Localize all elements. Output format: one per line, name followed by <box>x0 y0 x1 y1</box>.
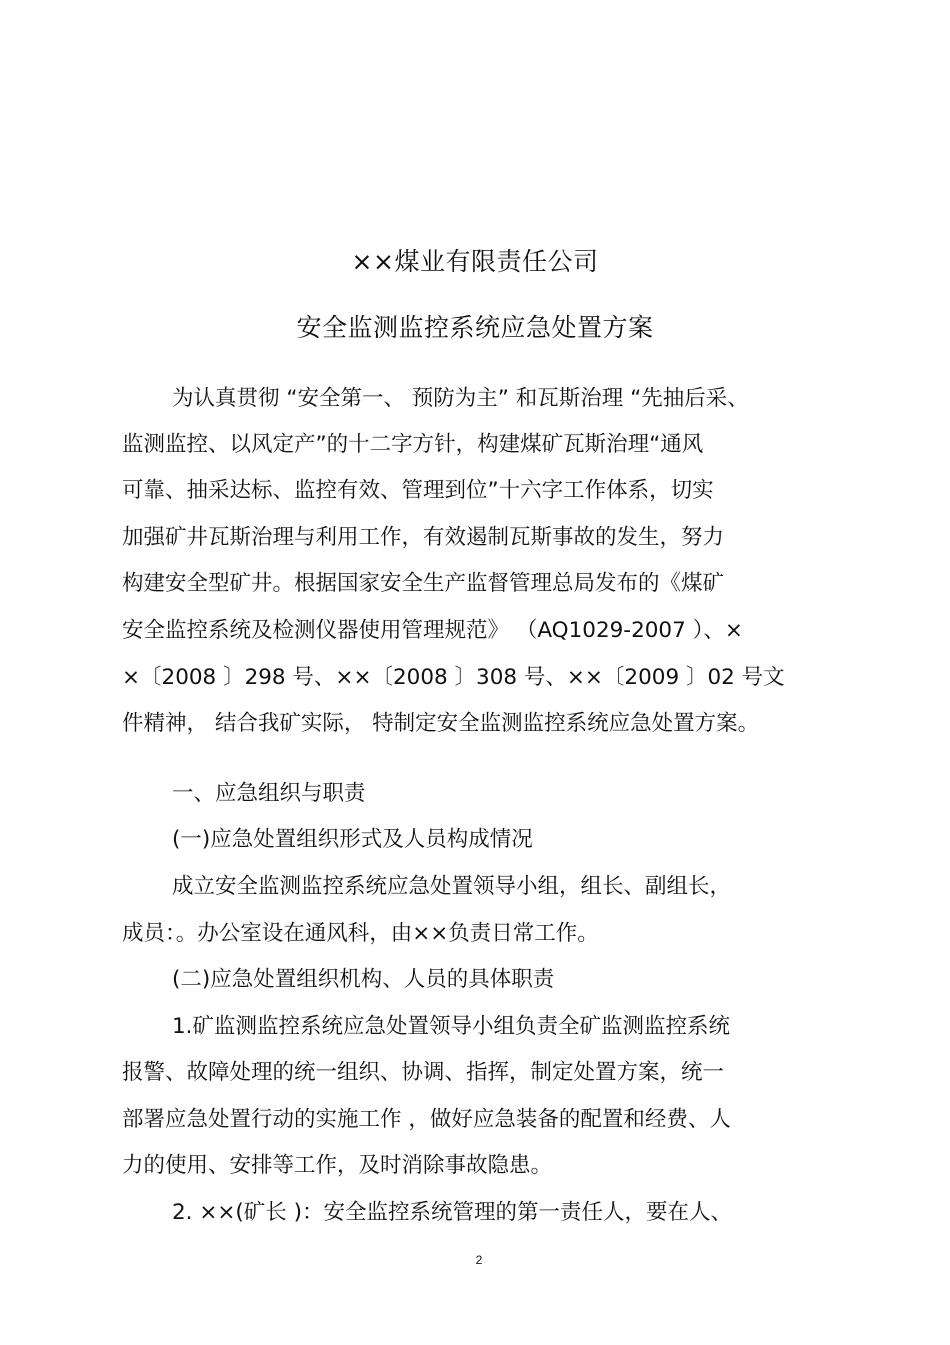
paragraph-line: 报警、故障处理的统一组织、协调、指挥，制定处置方案，统一 <box>122 1060 725 1085</box>
paragraph-line: 件精神， 结合我矿实际， 特制定安全监测监控系统应急处置方案。 <box>122 711 760 736</box>
paragraph-line: 安全监控系统及检测仪器使用管理规范》 （AQ1029-2007 ）、× <box>122 618 743 643</box>
company-title: ××煤业有限责任公司 <box>351 247 599 276</box>
paragraph-line: 部署应急处置行动的实施工作 ，做好应急装备的配置和经费、人 <box>122 1107 731 1132</box>
duty-item-2: 2. ××(矿长 )：安全监控系统管理的第一责任人，要在人、 <box>172 1200 732 1225</box>
paragraph-line: 构建安全型矿井。根据国家安全生产监督管理总局发布的《煤矿 <box>122 571 725 596</box>
plan-title: 安全监测监控系统应急处置方案 <box>296 313 654 342</box>
paragraph-line: 力的使用、安排等工作，及时消除事故隐患。 <box>122 1153 553 1178</box>
paragraph-line: 成立安全监测监控系统应急处置领导小组，组长、副组长， <box>172 874 732 899</box>
subsection-heading: (二)应急处置组织机构、人员的具体职责 <box>172 967 555 992</box>
paragraph-line: 为认真贯彻 “安全第一、 预防为主” 和瓦斯治理 “先抽后采、 <box>172 386 749 411</box>
paragraph-line: 1.矿监测监控系统应急处置领导小组负责全矿监测监控系统 <box>172 1014 731 1039</box>
paragraph-line: 加强矿井瓦斯治理与利用工作，有效遏制瓦斯事故的发生，努力 <box>122 525 725 550</box>
paragraph-line: 成员：。办公室设在通风科，由××负责日常工作。 <box>122 921 599 946</box>
paragraph-line: 监测监控、以风定产”的十二字方针，构建煤矿瓦斯治理“通风 <box>122 432 704 457</box>
paragraph-line: 可靠、抽采达标、监控有效、管理到位”十六字工作体系，切实 <box>122 478 714 503</box>
section-heading: 一、应急组织与职责 <box>172 781 366 806</box>
paragraph-line: ×〔2008 〕298 号、××〔2008 〕308 号、××〔2009 〕02 号文 <box>122 665 785 690</box>
subsection-heading: (一)应急处置组织形式及人员构成情况 <box>172 827 533 852</box>
page-number: 2 <box>475 1253 483 1267</box>
